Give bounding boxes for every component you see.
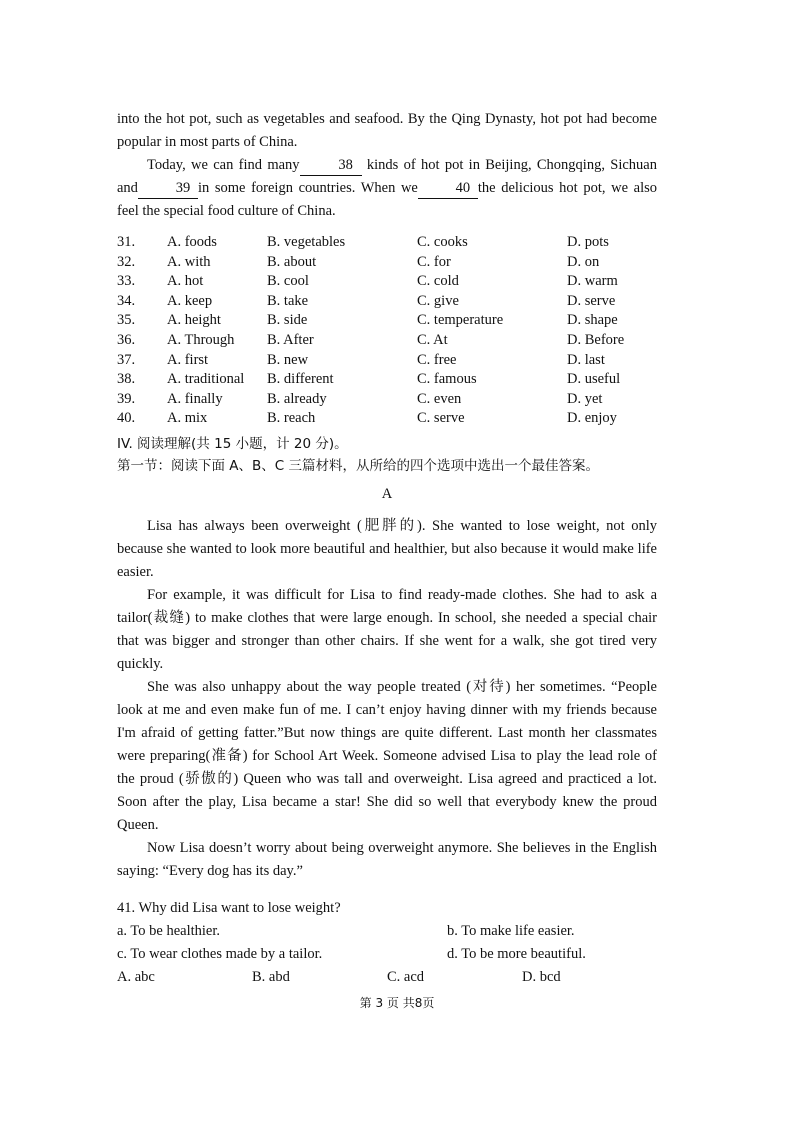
passage-paragraph-blanks <box>117 154 657 223</box>
option-a: A. height <box>167 312 221 329</box>
option-row <box>117 409 657 429</box>
option-d: D. warm <box>567 273 618 290</box>
q-num: 33. <box>117 273 136 290</box>
option-d: D. useful <box>567 371 621 388</box>
option-c: C. cold <box>417 273 459 290</box>
option-row <box>117 370 657 390</box>
exam-page <box>117 108 657 988</box>
option-b: B. different <box>267 371 334 388</box>
answer-c: C. acd <box>387 968 425 985</box>
option-b: B. about <box>267 253 317 270</box>
text-segment: the delicious hot pot, we also feel the special food culture of China. <box>117 180 657 219</box>
passage-a-paragraph-3: She was also unhappy about the way people treated (对待) her sometimes. “People look at me and even make fun of me. I can’t enjoy having dinner with my friends because I'm afraid of getting fatter.”But now things are quite different. Last month her classmates were preparing(准备) for School Art Week. Someone advised Lisa to play the lead role of the proud (骄傲的) Queen who was tall and overweight. Lisa agreed and practiced a lot. Soon after the play, Lisa became a star! She did so well that everybody knew the proud Queen. <box>117 678 657 833</box>
text-segment: Today, we can find many <box>147 157 300 173</box>
choice-d: d. To be more beautiful. <box>447 945 586 962</box>
option-row <box>117 233 657 253</box>
passage-paragraph: into the hot pot, such as vegetables and seafood. By the Qing Dynasty, hot pot had become popular in most parts of China. <box>117 111 657 150</box>
q-num: 37. <box>117 351 136 368</box>
option-c: C. At <box>417 331 448 348</box>
option-a: A. keep <box>167 292 213 309</box>
option-a: A. finally <box>167 390 223 407</box>
option-d: D. pots <box>567 234 609 250</box>
answer-b: B. abd <box>252 968 290 985</box>
q-num: 39. <box>117 390 136 407</box>
choice-a: a. To be healthier. <box>117 922 221 939</box>
option-d: D. Before <box>567 331 625 348</box>
answer-a: A. abc <box>117 968 155 985</box>
page-footer: 第 3 页 共8页 <box>359 996 435 1010</box>
option-b: B. vegetables <box>267 234 346 250</box>
option-row <box>117 253 657 273</box>
option-row <box>117 311 657 331</box>
option-b: B. side <box>267 312 308 329</box>
option-b: B. new <box>267 351 309 368</box>
passage-a-paragraph-2: For example, it was difficult for Lisa to find ready-made clothes. She had to ask a tailor(裁缝) to make clothes that were large enough. In school, she needed a special chair that was bigger and stronger than other chairs. If she went for a walk, she got tired very quickly. <box>117 586 657 672</box>
option-a: A. first <box>167 351 209 368</box>
option-c: C. temperature <box>417 312 504 329</box>
options-table <box>117 233 657 429</box>
passage-a-paragraph-4: Now Lisa doesn’t worry about being overweight anymore. She believes in the English saying: “Every dog has its day.” <box>117 839 657 879</box>
passage-a <box>117 515 657 883</box>
answer-row <box>117 966 657 988</box>
option-row <box>117 292 657 312</box>
option-c: C. free <box>417 351 457 368</box>
choice-c: c. To wear clothes made by a tailor. <box>117 945 323 962</box>
option-d: D. last <box>567 351 605 368</box>
option-row <box>117 331 657 351</box>
option-row <box>117 272 657 292</box>
text-segment: kinds of hot pot in Beijing, Chongqing, Sichuan and <box>117 157 657 196</box>
option-a: A. Through <box>167 331 235 348</box>
option-b: B. take <box>267 292 309 309</box>
option-d: D. enjoy <box>567 410 617 427</box>
option-c: C. for <box>417 253 451 270</box>
option-a: A. mix <box>167 410 208 427</box>
section-heading: IV. 阅读理解(共 15 小题，计 20 分)。 <box>117 435 348 452</box>
q-num: 34. <box>117 292 136 309</box>
option-d: D. serve <box>567 292 616 309</box>
choice-row <box>117 920 657 943</box>
option-row <box>117 390 657 410</box>
option-b: B. reach <box>267 410 316 427</box>
q-num: 36. <box>117 331 136 348</box>
section-instruction: 第一节：阅读下面 A、B、C 三篇材料，从所给的四个选项中选出一个最佳答案。 <box>117 457 600 474</box>
option-c: C. give <box>417 292 459 309</box>
passage-a-paragraph-1: Lisa has always been overweight (肥胖的). She wanted to lose weight, not only because she wanted to look more beautiful and healthier, but also because it would make life easier. <box>117 517 657 580</box>
choice-row <box>117 943 657 966</box>
option-a: A. traditional <box>167 371 245 388</box>
blank-40: 40 <box>418 178 478 199</box>
option-c: C. even <box>417 390 462 407</box>
q-num: 40. <box>117 410 136 427</box>
option-row <box>117 351 657 371</box>
option-d: D. yet <box>567 390 603 407</box>
option-a: A. hot <box>167 273 204 290</box>
q-num: 32. <box>117 253 136 270</box>
text-segment: in some foreign countries. When we <box>197 180 418 196</box>
passage-letter: A <box>381 485 393 502</box>
option-c: C. serve <box>417 410 465 427</box>
question-stem: 41. Why did Lisa want to lose weight? <box>117 899 341 916</box>
option-b: B. cool <box>267 273 309 290</box>
q-num: 38. <box>117 371 136 388</box>
option-d: D. on <box>567 253 600 270</box>
blank-38: 38 <box>300 155 362 176</box>
answer-d: D. bcd <box>522 968 561 985</box>
q-num: 31. <box>117 234 136 250</box>
option-a: A. foods <box>167 234 217 250</box>
option-b: B. already <box>267 390 327 407</box>
question-41 <box>117 897 657 988</box>
option-d: D. shape <box>567 312 618 329</box>
choice-b: b. To make life easier. <box>447 922 575 939</box>
q-num: 35. <box>117 312 136 329</box>
blank-39: 39 <box>138 178 198 199</box>
option-c: C. famous <box>417 371 477 388</box>
option-a: A. with <box>167 253 211 270</box>
option-b: B. After <box>267 331 314 348</box>
option-c: C. cooks <box>417 234 468 250</box>
